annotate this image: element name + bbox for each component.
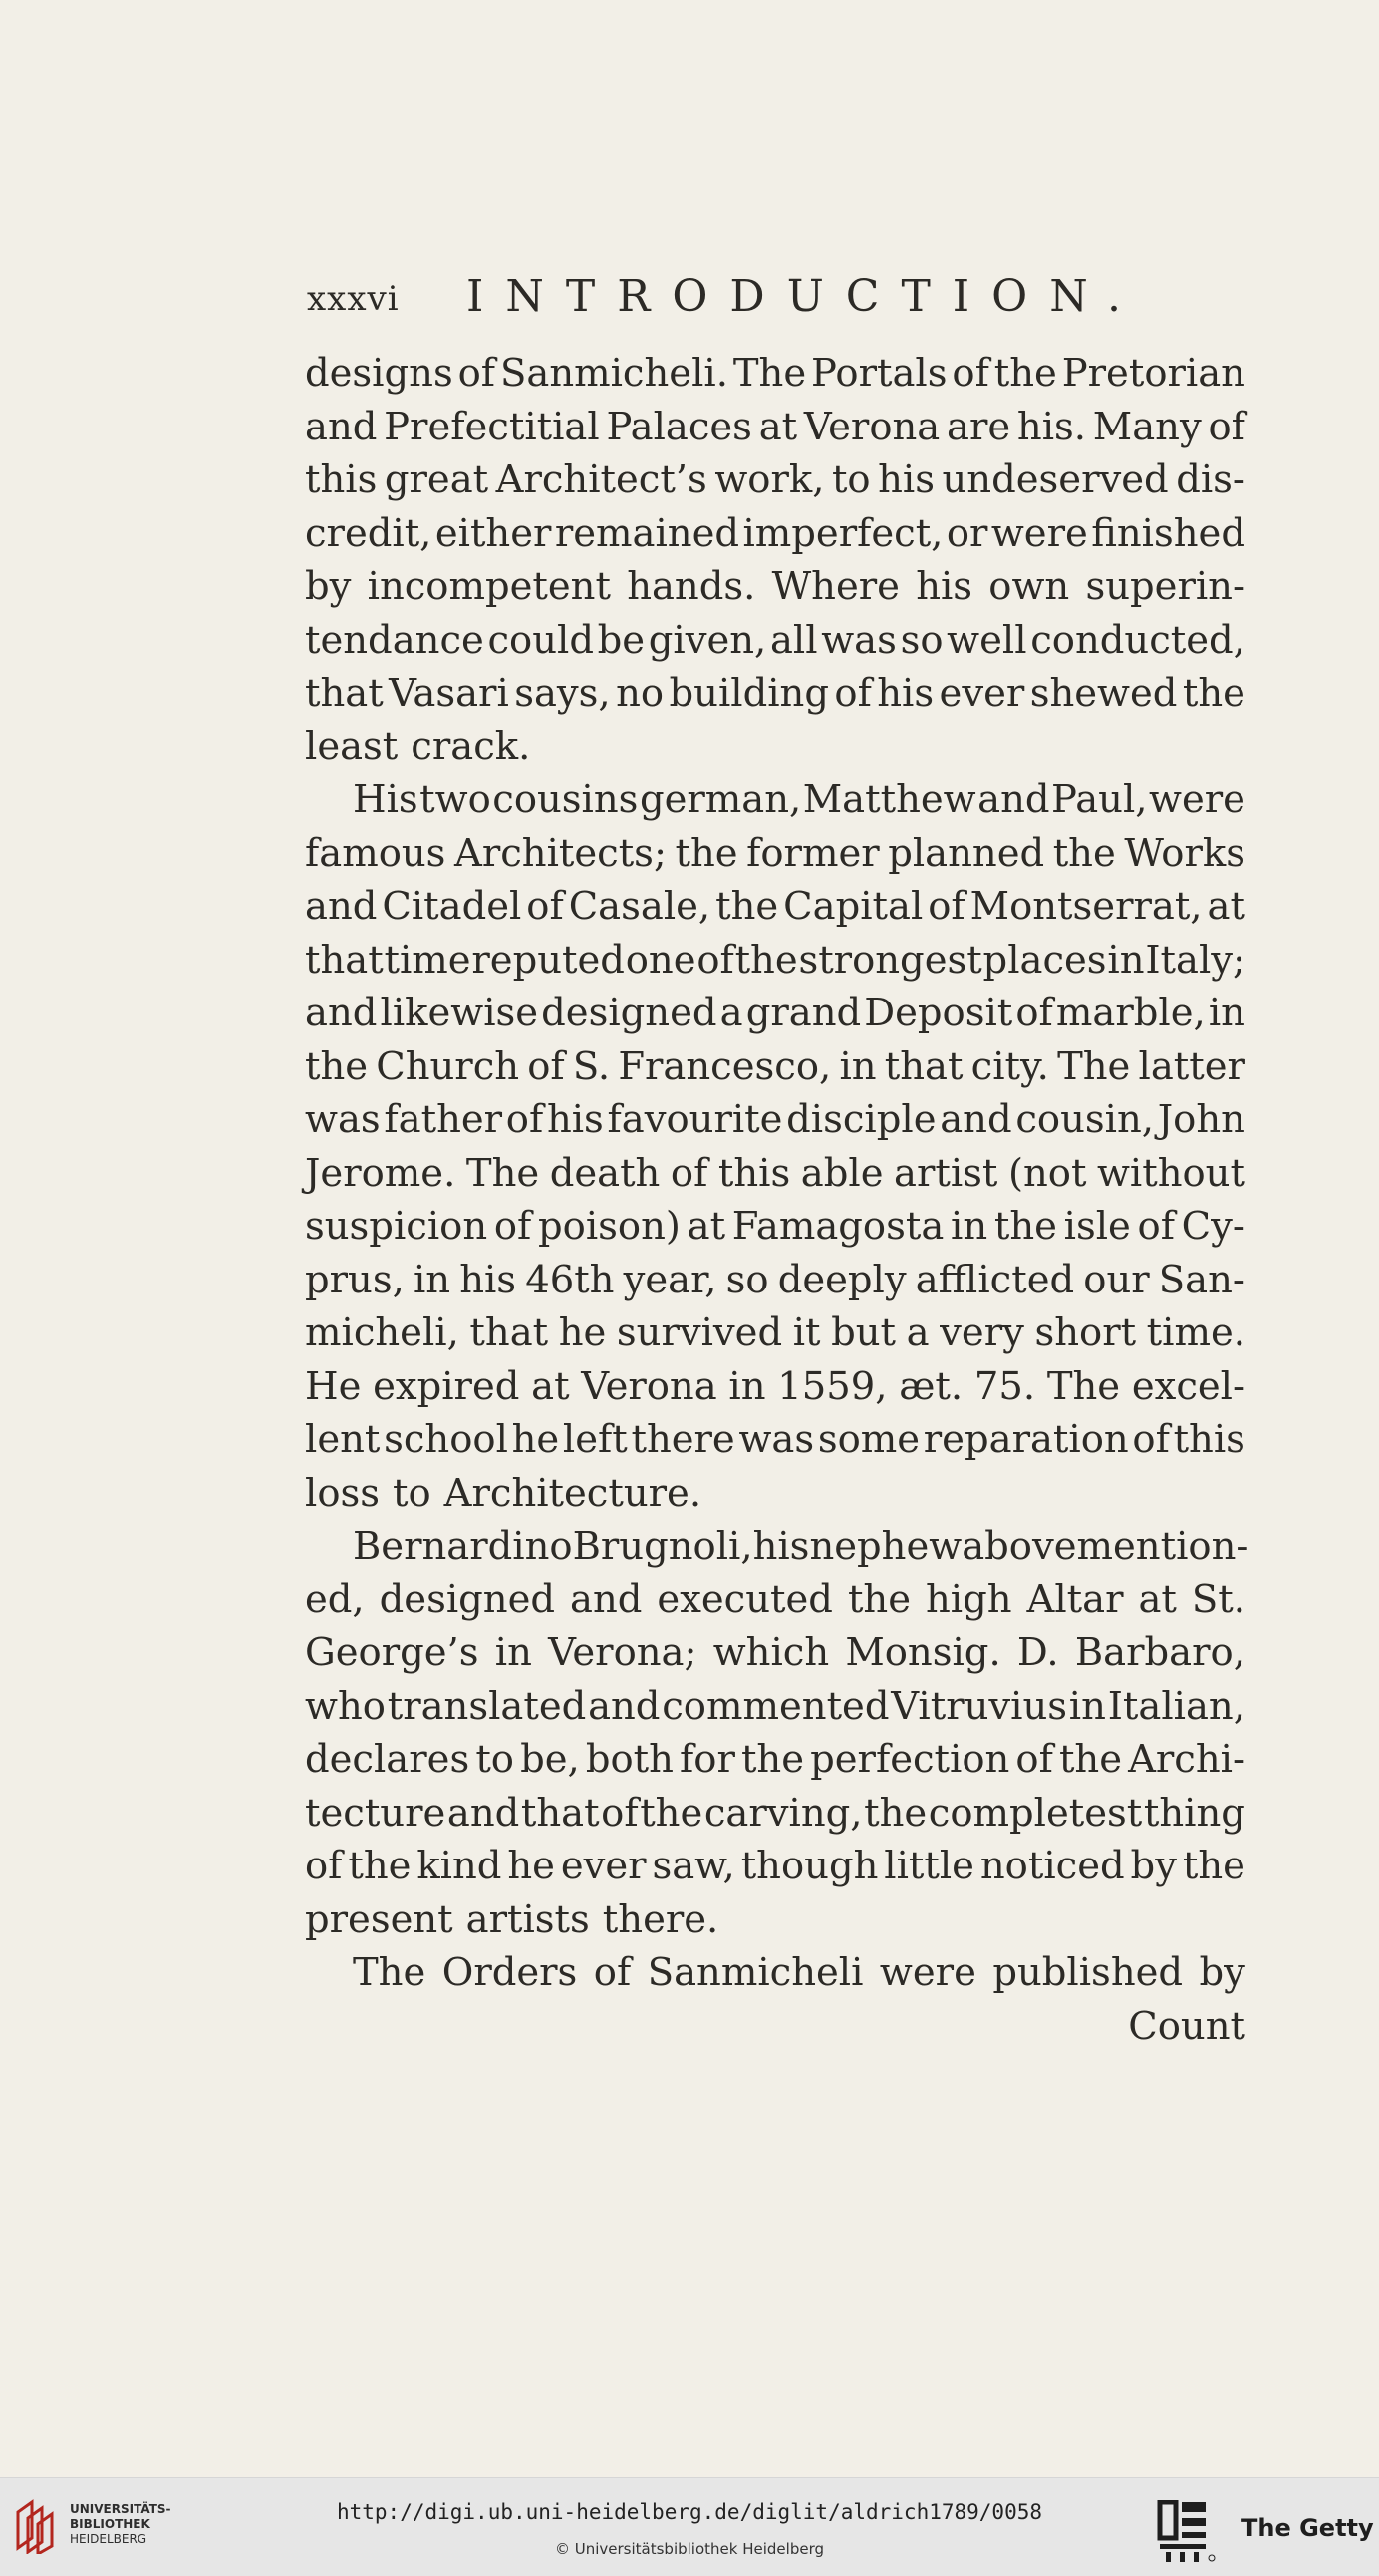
text-line: loss to Architecture. [305,1470,702,1516]
text-line: famous Architects; the former planned the Works [305,830,1245,876]
text-line: and Citadel of Casale, the Capital of Montserrat, at [305,884,1245,929]
text-line: Jerome. The death of this able artist (not without [305,1150,1245,1196]
partner-name: The Getty [1241,2514,1374,2542]
text-line: the Church of S. Francesco, in that city. The latter [305,1043,1245,1089]
footer-bar [0,2477,1379,2576]
text-line: that time reputed one of the strongest places in Italy; [305,937,1245,983]
text-line: present artists there. [305,1896,719,1942]
text-line: and likewise designed a grand Deposit of marble, in [305,991,1245,1035]
text-line: Bernardino Brugnoli, his nephew abovemention- [353,1524,1249,1569]
text-line: tecture and that of the carving, the completest thing [305,1790,1245,1836]
text-line: He expired at Verona in 1559, æt. 75. The excel- [305,1363,1245,1409]
text-line: ed, designed and executed the high Altar at St. [305,1576,1245,1622]
text-line: least crack. [305,723,531,769]
library-city: HEIDELBERG [70,2532,147,2546]
text-line: this great Architect’s work, to his undeserved dis- [305,457,1245,502]
page-number: xxxvi [307,279,400,319]
page-title: INTRODUCTION. [466,271,1143,322]
text-line: suspicion of poison) at Famagosta in the isle of Cy- [305,1204,1245,1249]
body-text [305,347,1249,2053]
copyright-notice: © Universitätsbibliothek Heidelberg [554,2540,824,2558]
text-line: micheli, that he survived it but a very short time. [305,1310,1245,1355]
text-line: that Vasari says, no building of his ever shewed the [305,671,1245,716]
text-line: was father of his favourite disciple and cousin, John [305,1097,1245,1142]
text-line: tendance could be given, all was so well conducted, [305,617,1245,663]
library-name-line-1: UNIVERSITÄTS- [70,2502,171,2516]
text-line: of the kind he ever saw, though little noticed by the [305,1844,1245,1888]
permalink-url[interactable]: http://digi.ub.uni-heidelberg.de/diglit/aldrich1789/0058 [336,2500,1042,2524]
library-name-line-2: BIBLIOTHEK [70,2517,150,2531]
text-line: Count [1128,2003,1245,2049]
text-line: George’s in Verona; which Monsig. D. Barbaro, [305,1630,1245,1675]
text-line: by incompetent hands. Where his own superin- [305,564,1245,609]
text-line: His two cousins german, Matthew and Paul, were [353,777,1245,822]
text-line: designs of Sanmicheli. The Portals of the Pretorian [305,351,1245,396]
text-line: credit, either remained imperfect, or were finished [305,510,1245,556]
text-line: lent school he left there was some reparation of this [305,1417,1245,1462]
text-line: and Prefectitial Palaces at Verona are his. Many of [305,404,1245,449]
getty-logo-icon [1156,2500,1218,2562]
text-line: The Orders of Sanmicheli were published by [353,1950,1245,1995]
text-line: declares to be, both for the perfection of the Archi- [305,1737,1245,1782]
running-head [307,271,1243,331]
text-line: who translated and commented Vitruvius in Italian, [305,1683,1245,1729]
text-line: prus, in his 46th year, so deeply afflicted our San- [305,1257,1245,1302]
